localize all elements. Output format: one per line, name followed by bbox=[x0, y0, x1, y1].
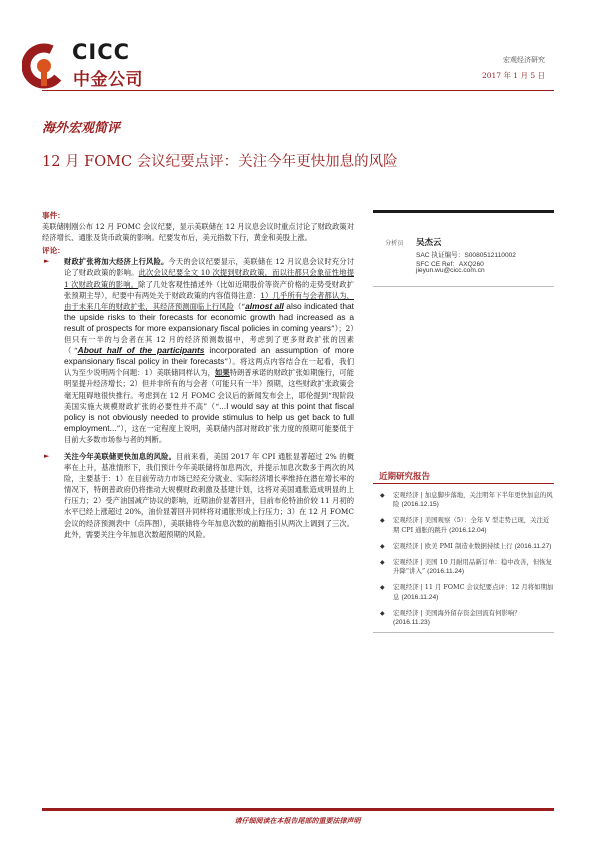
analyst-name: 吴杰云 bbox=[416, 238, 442, 248]
recent-report-item[interactable] bbox=[373, 542, 554, 551]
bullet-heading: 关注今年美联储更快加息的风险。 bbox=[64, 451, 177, 461]
bullet-fiscal-expansion bbox=[42, 256, 354, 445]
report-title: 宏观经济 | 美国海外留存资金回流有何影响？ bbox=[393, 608, 521, 617]
bullet-dot-icon: ◆ bbox=[380, 609, 385, 617]
recent-report-item[interactable] bbox=[373, 516, 554, 534]
bullet-text: 2）但只有一半的与会者在其 12 月的经济预测数据中，考虑到了更多财政扩张的因素（“ bbox=[64, 323, 354, 356]
quote-text-en: incorporated an assumption of more expansionary fiscal policy in their forecasts bbox=[64, 345, 354, 367]
analyst-role: 分析员 bbox=[385, 240, 404, 247]
bullet-dot-icon: ◆ bbox=[380, 559, 385, 567]
quote-text-en: ...I would say at this point that fiscal policy is not obviously needed to provide stimulus to help us get back to full employment... bbox=[64, 400, 354, 433]
bullet-faster-hikes bbox=[42, 451, 354, 540]
report-date: (2016.11.24) bbox=[401, 593, 439, 601]
bullet-text: 目前来看，美国 2017 年 CPI 通胀显著超过 2% 的概率在上升，基准情形下，我们预计今年美联储将加息两次，并提示加息次数多于两次的风险，主要基于：1）在目前劳动力市场已经充分就业、实际经济增长率维持在潜在增长率的情况下，特朗普政府仍将推动大规模财政刺激及基建计划，这将对美国通胀造成明显的上行压力；2）受产油国减产协议的影响，近期油价显著回升，目前布伦特油价较 11 月初的水平已经上涨超过 20%，油价显著回升同样将对通胀形成上行压力；3）在 12 月 FOMC 会议的经济预测表中（点阵图），美联储将今年加息次数的前瞻指引从两次上调到了三次。此外，需要关注今年加息次数超预期的风险。 bbox=[64, 451, 355, 539]
bullet-dot-icon: ◆ bbox=[380, 517, 385, 525]
bullet-text: 除了几处客观性描述外（比如近期股价等资产价格的走势受财政扩张预期主导），纪要中有两处关于财政政策的内容值得注意： bbox=[64, 279, 355, 300]
legal-notice: 请仔细阅读在本报告尾部的重要法律声明 bbox=[234, 816, 361, 825]
logo-wordmark-en: CICC bbox=[72, 40, 131, 64]
recent-reports-bottom-rule bbox=[373, 632, 554, 633]
recent-report-item[interactable] bbox=[373, 583, 554, 601]
report-title: 宏观经济 | 加息脚步落地，关注明年下半年更快加息的风险 bbox=[393, 491, 553, 509]
analyst-sfc: SFC CE Ref：AXQ260 bbox=[416, 261, 484, 268]
bullet-text: 今天的会议纪要显示，美联储在 12 月议息会议时充分讨论了财政政策的影响。 bbox=[64, 257, 354, 278]
report-date: (2016.11.24) bbox=[427, 568, 465, 576]
bullet-dot-icon: ◆ bbox=[380, 584, 385, 592]
quote-emphasis: almost all bbox=[245, 300, 284, 311]
recent-report-item[interactable] bbox=[373, 609, 554, 627]
bullet-dot-icon: ◆ bbox=[380, 492, 385, 499]
report-title: 宏观经济 | 美国观察（5）：全年 V 型走势已现，关注近期 CPI 通胀的跳升 bbox=[393, 516, 550, 534]
header-divider bbox=[42, 90, 554, 91]
recent-reports-rule bbox=[373, 483, 554, 484]
footer-bar bbox=[42, 808, 554, 811]
event-label: 事件： bbox=[42, 211, 65, 220]
analyst-sac: SAC 执证编号：S0080512110002 bbox=[416, 252, 516, 259]
document-title: 12 月 FOMC 会议纪要点评：关注今年更快加息的风险 bbox=[42, 154, 398, 170]
report-category: 宏观经济研究 bbox=[503, 56, 545, 64]
event-text: 美联储刚刚公布 12 月 FOMC 会议纪要，显示美联储在 12 月议息会议时重点讨论了财政政策对经济增长、通胀及货币政策的影响。纪要发布后，美元指数下行，黄金和美股上涨。 bbox=[42, 222, 354, 243]
recent-report-item[interactable] bbox=[373, 491, 554, 509]
report-date: (2016.11.23) bbox=[393, 619, 430, 627]
report-date: 2017 年 1 月 5 日 bbox=[481, 71, 545, 80]
main-body bbox=[42, 210, 354, 540]
report-date: (2016.11.27) bbox=[514, 542, 552, 550]
bullet-text: ”），这在一定程度上说明，美联储内部对财政扩张力度的预期可能要低于目前大多数市场参与者的判断。 bbox=[64, 423, 354, 444]
logo-wordmark-cn: 中金公司 bbox=[73, 70, 143, 90]
recent-report-item[interactable] bbox=[373, 558, 554, 576]
report-title: 宏观经济 | 11 月 FOMC 会议纪要点评：12 月将如期加息 bbox=[393, 583, 554, 601]
report-title: 宏观经济 | 美国 10 月耐用品新订单：稳中改善，但恢复升降“讲入” bbox=[393, 558, 553, 576]
bullet-text-underlined: 此次会议纪要全文 10 次提到财政政策，而以往都只会象征性地提 1 次财政政策的影响。 bbox=[64, 268, 354, 289]
bullet-text: 特朗普承诺的财政扩张如期施行，可能明显提升经济增长；2）但并非所有的与会者（可能只有一半）预期，这些财政扩张政策会毫无阻碍地很快推行。考虑到在 12 月 FOMC 会议后的新闻发布会上，耶伦提到“现阶段美国实施大规模财政扩张的必要性并不高”（“ bbox=[64, 368, 355, 411]
arrow-bullet-icon: ► bbox=[44, 451, 50, 460]
quote-text-en: also indicated that the upside risks to their forecasts for economic growth had increased as a result of prospects for more expansionary fiscal policies in coming years bbox=[64, 300, 354, 333]
sidebar-top-rule bbox=[373, 210, 554, 213]
bullet-text-bold: 如果 bbox=[215, 368, 230, 378]
quote-open: （“ bbox=[234, 301, 246, 311]
recent-reports-list bbox=[373, 491, 554, 634]
quote-close: ”）。 bbox=[224, 357, 241, 367]
bullet-text-underlined: 1）几乎所有与会者都认为，由于未来几年的财政扩张，其经济预测面临上行风险 bbox=[64, 290, 354, 311]
bullet-dot-icon: ◆ bbox=[380, 542, 385, 550]
bullet-text: 将这两点内容结合在一起看，我们认为至少说明两个问题：1）美联储同样认为， bbox=[64, 357, 355, 378]
arrow-bullet-icon: ► bbox=[44, 257, 50, 266]
analyst-email[interactable]: jieyun.wu@cicc.com.cn bbox=[416, 267, 485, 274]
quote-emphasis: About half of the participants bbox=[77, 345, 205, 356]
section-title: 海外宏观简评 bbox=[42, 121, 121, 136]
recent-reports-title: 近期研究报告 bbox=[379, 472, 431, 482]
report-title: 宏观经济 | 欧美 PMI 制造业数据持续上行 bbox=[393, 541, 513, 550]
quote-close: ”）； bbox=[330, 323, 346, 333]
bullet-heading: 财政扩张将加大经济上行风险。 bbox=[64, 257, 169, 267]
comment-label: 评论： bbox=[42, 246, 65, 256]
report-date: (2016.12.04) bbox=[449, 526, 487, 534]
report-date: (2016.12.15) bbox=[401, 501, 439, 509]
analyst-divider bbox=[373, 286, 554, 287]
